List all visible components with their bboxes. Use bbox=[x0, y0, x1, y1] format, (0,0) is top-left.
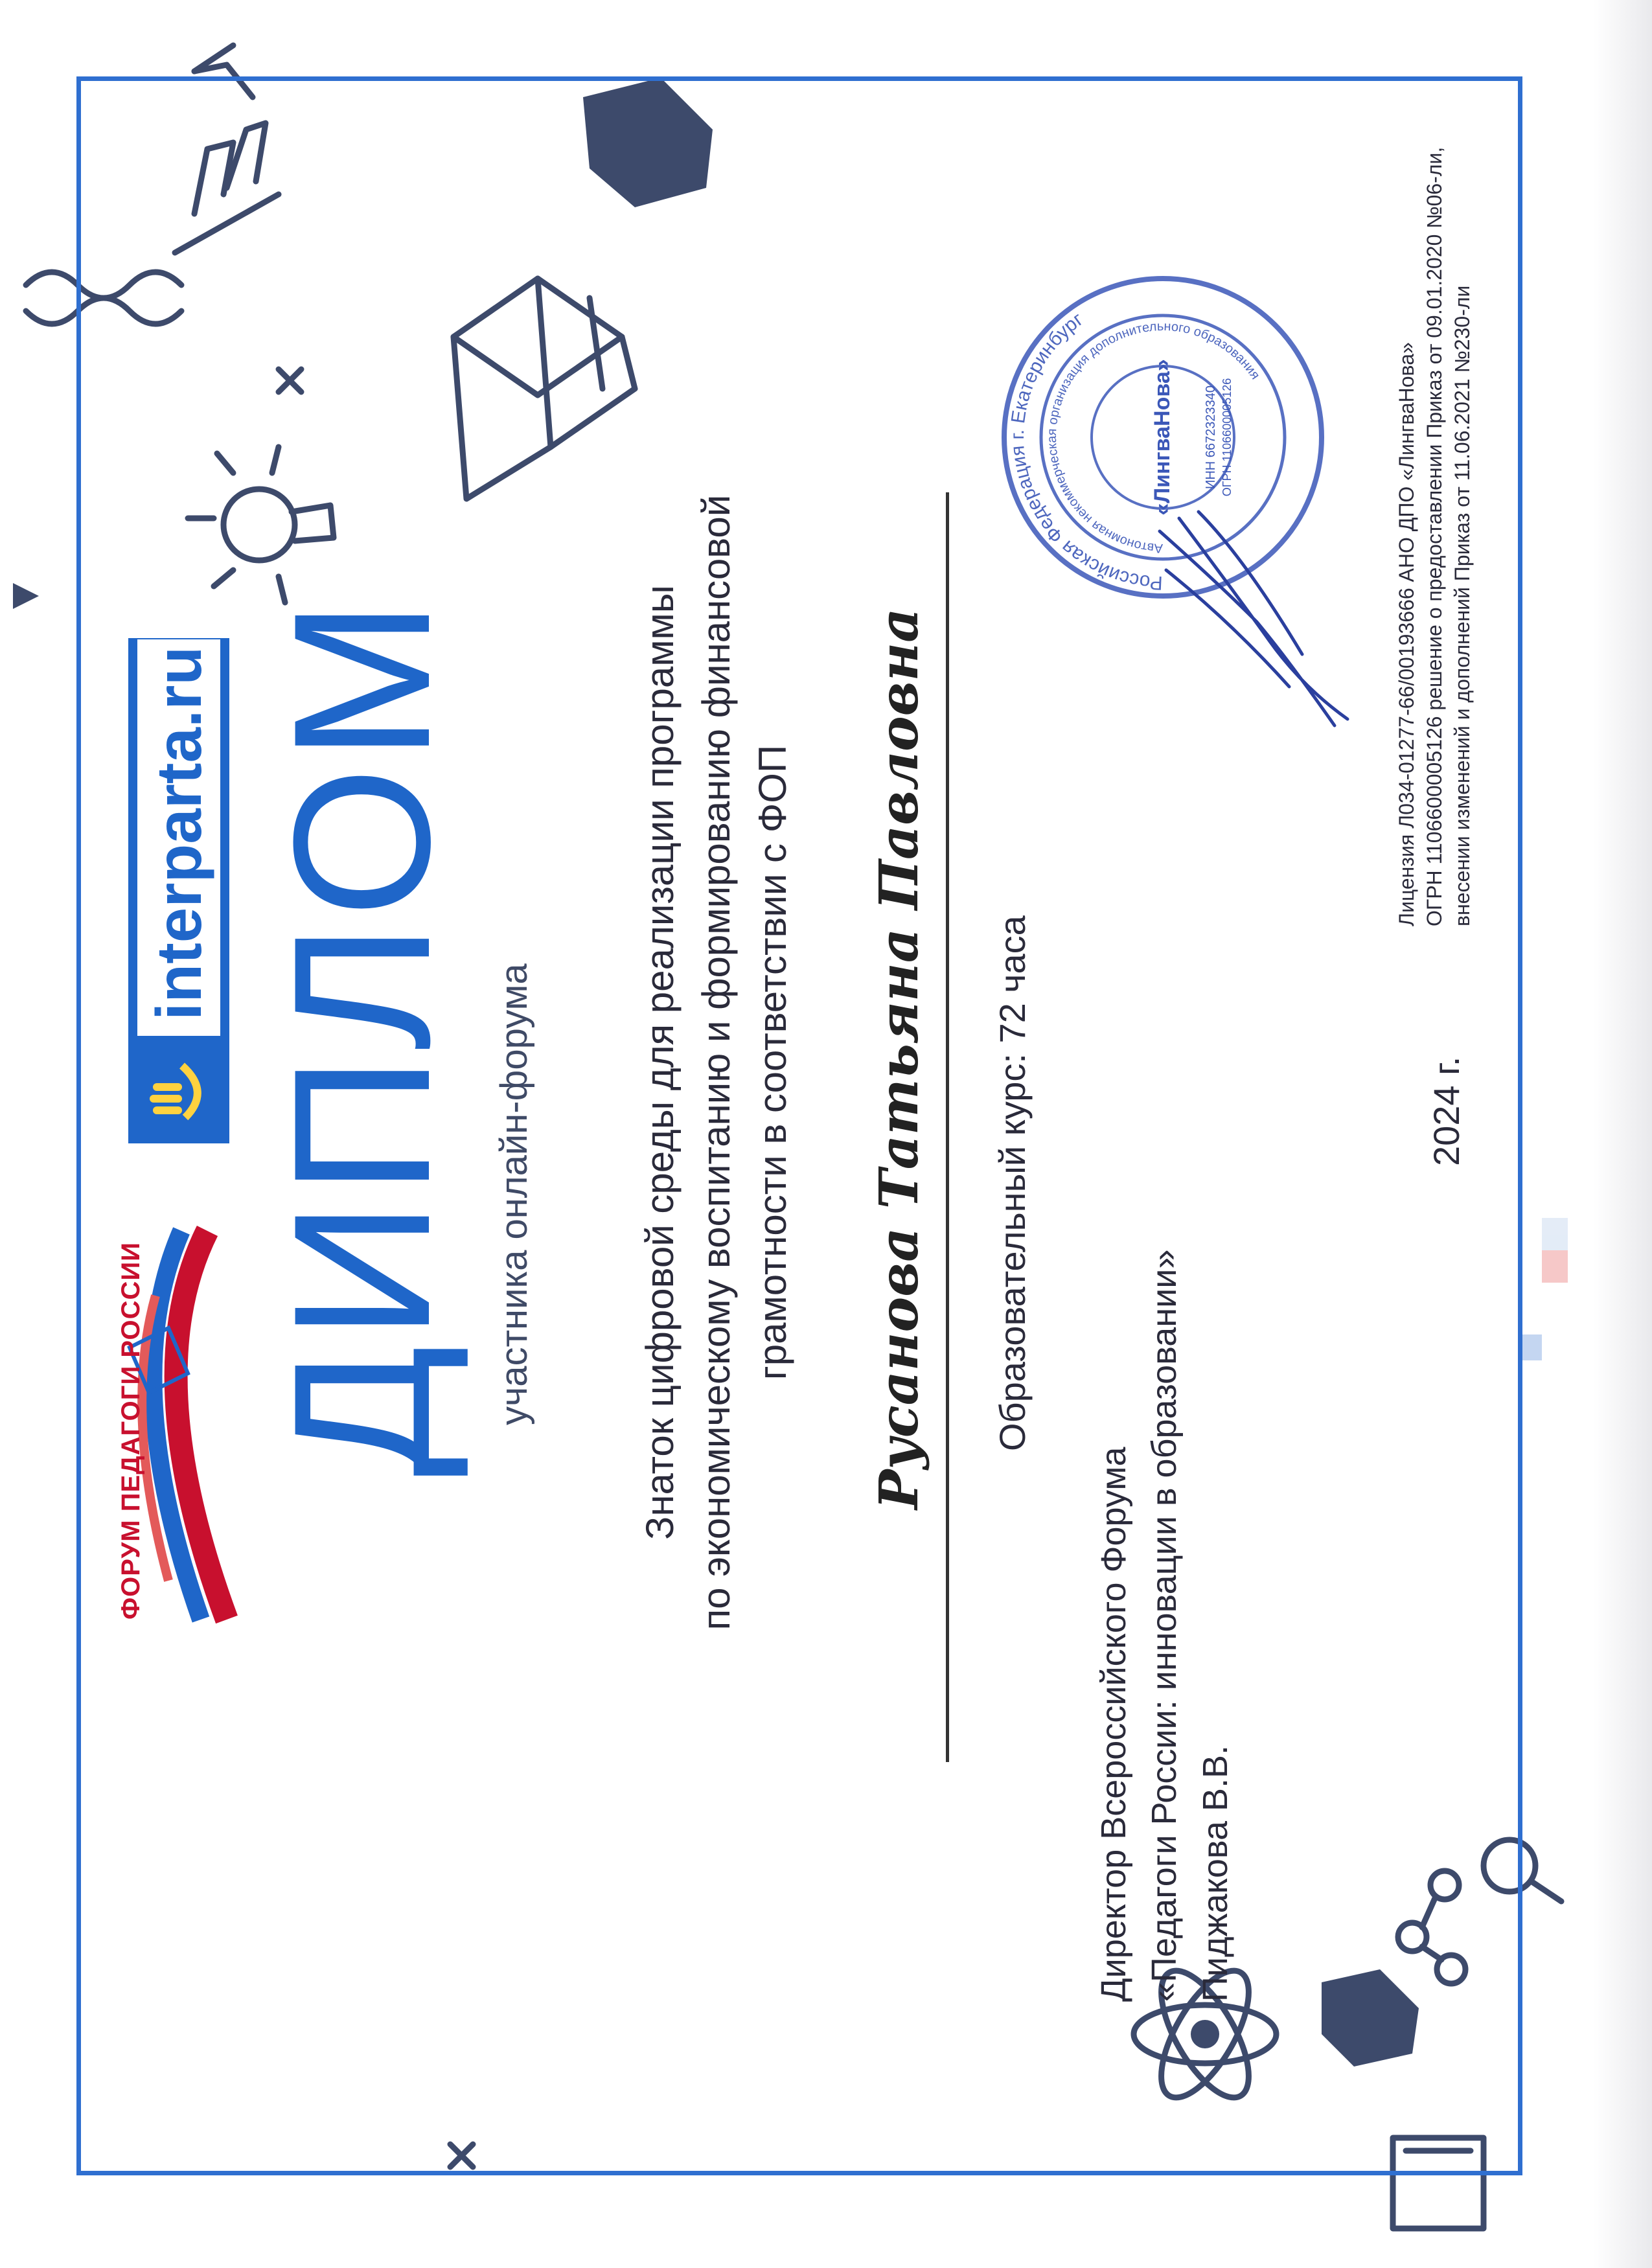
interparta-logo bbox=[128, 638, 229, 1143]
program-line: Знаток цифровой среды для реализации программы bbox=[638, 585, 682, 1540]
decor-tile-dark bbox=[1522, 1334, 1542, 1360]
stamp-center-text: «ЛингваНова» bbox=[1150, 359, 1175, 516]
program-title bbox=[632, 350, 801, 1775]
program-line: грамотности в соответствии с ФОП bbox=[751, 744, 794, 1380]
interparta-text: interparta.ru bbox=[143, 646, 214, 1020]
stamp-inner-text: Автономная некоммерческая организация дополнительного образования bbox=[1044, 319, 1263, 556]
interparta-text-box bbox=[137, 639, 220, 1036]
signature bbox=[1140, 492, 1360, 739]
name-underline bbox=[946, 492, 949, 1762]
director-name: Пиджакова В.В. bbox=[1195, 1745, 1235, 2002]
recipient-name: Русанова Татьяна Павловна bbox=[868, 608, 930, 1509]
course-hours: Образовательный курс: 72 часа bbox=[992, 915, 1033, 1451]
stamp-inn: ИНН 6672323340 bbox=[1204, 385, 1218, 490]
license-line: Лицензия Л034-01277-66/00193666 АНО ДПО «ЛингваНова» bbox=[1395, 342, 1418, 926]
license-line: внесении изменений и дополнений Приказ от 11.06.2021 №230-ли bbox=[1451, 285, 1474, 926]
license-line: ОГРН 1106600005126 решение о предоставлении Приказ от 09.01.2020 №06-ли, bbox=[1423, 146, 1447, 926]
program-line: по экономическому воспитанию и формированию финансовой bbox=[694, 494, 738, 1631]
license-info bbox=[1393, 147, 1477, 926]
diploma-subtitle: участника онлайн-форума bbox=[493, 963, 535, 1425]
director-line: Директор Всероссийского Форума bbox=[1094, 1447, 1133, 2002]
decor-tile-red bbox=[1542, 1250, 1568, 1283]
director-line: «Педагоги России: инновации в образовании» bbox=[1145, 1249, 1184, 2002]
arrow-mark-icon bbox=[13, 583, 39, 609]
stamp-ogrn: ОГРН 1106600005126 bbox=[1221, 378, 1233, 497]
director-block bbox=[1088, 1250, 1241, 2002]
diploma-title: ДИПЛОМ bbox=[253, 594, 470, 1477]
stamp-outer-text: Российская Федерация г. Екатеринбург bbox=[1006, 308, 1164, 594]
forum-logo-text: ФОРУМ ПЕДАГОГИ РОССИИ bbox=[117, 1242, 145, 1620]
year: 2024 г. bbox=[1426, 1056, 1467, 1166]
hand-icon bbox=[128, 1040, 229, 1143]
